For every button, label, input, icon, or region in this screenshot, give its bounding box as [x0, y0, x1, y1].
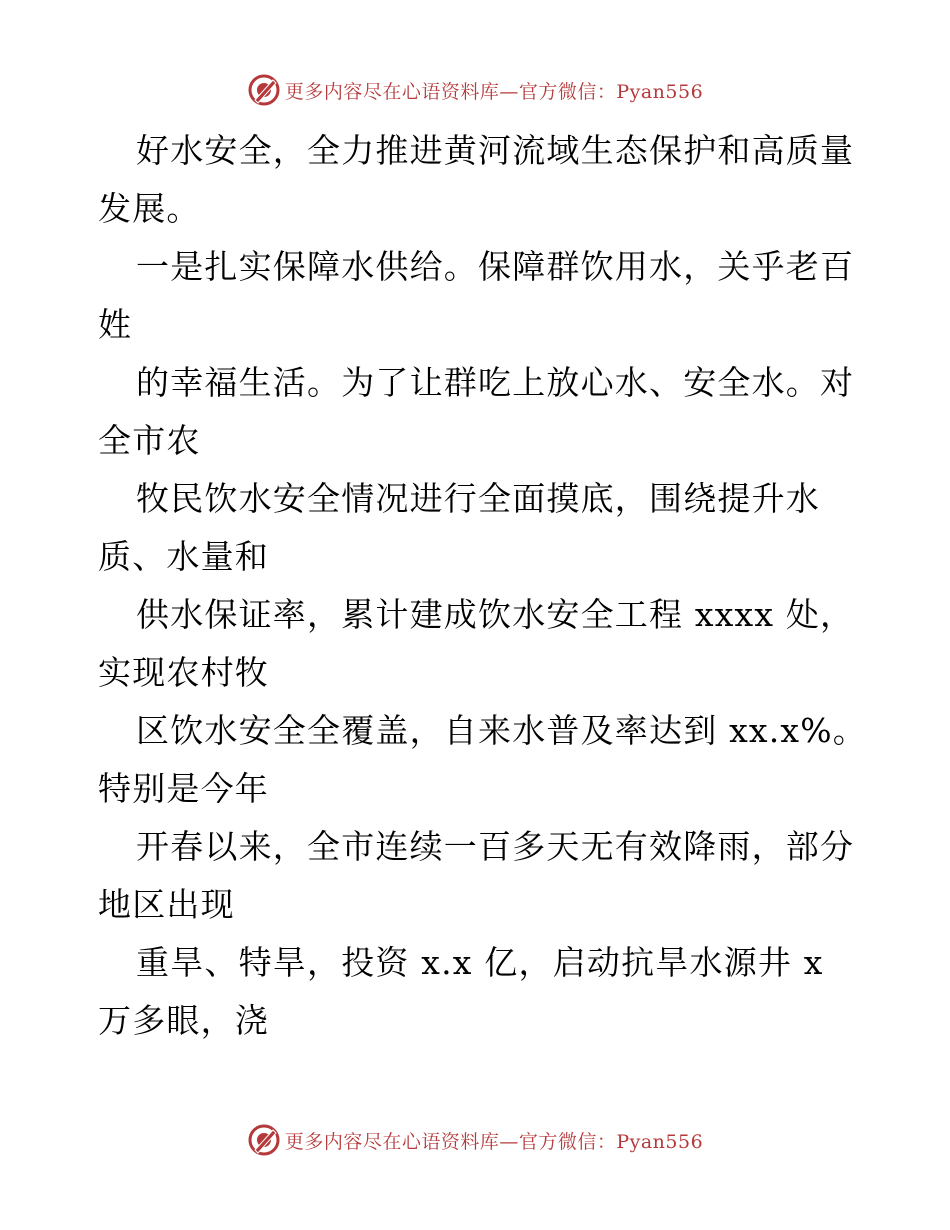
text-line: 重旱、特旱，投资 x.x 亿，启动抗旱水源井 x: [136, 943, 824, 982]
text-line: 发展。: [98, 189, 201, 228]
text-line: 质、水量和: [98, 537, 269, 576]
text-line: 一是扎实保障水供给。保障群饮用水，关乎老百: [136, 247, 855, 286]
footer-watermark-text: 更多内容尽在心语资料库—官方微信：Pyan556: [284, 1130, 704, 1153]
pen-logo-icon: [247, 73, 281, 107]
text-line: 供水保证率，累计建成饮水安全工程 xxxx 处，: [136, 595, 855, 634]
pen-logo-icon: [247, 1123, 281, 1157]
text-line: 地区出现: [98, 885, 235, 924]
text-line: 实现农村牧: [98, 653, 269, 692]
text-line: 全市农: [98, 421, 201, 460]
document-body: [98, 122, 867, 1050]
text-line: 好水安全，全力推进黄河流域生态保护和高质量: [136, 131, 855, 170]
text-line: 姓: [98, 305, 133, 344]
text-line: 区饮水安全全覆盖，自来水普及率达到 xx.x%。: [136, 711, 867, 750]
text-line: 牧民饮水安全情况进行全面摸底，围绕提升水: [136, 479, 820, 518]
header-watermark-text: 更多内容尽在心语资料库—官方微信：Pyan556: [284, 80, 704, 103]
text-line: 特别是今年: [98, 769, 269, 808]
text-line: 万多眼，浇: [98, 1001, 269, 1040]
footer-watermark: [0, 1120, 950, 1160]
text-line: 开春以来，全市连续一百多天无有效降雨，部分: [136, 827, 855, 866]
header-watermark: [0, 70, 950, 110]
text-line: 的幸福生活。为了让群吃上放心水、安全水。对: [136, 363, 855, 402]
